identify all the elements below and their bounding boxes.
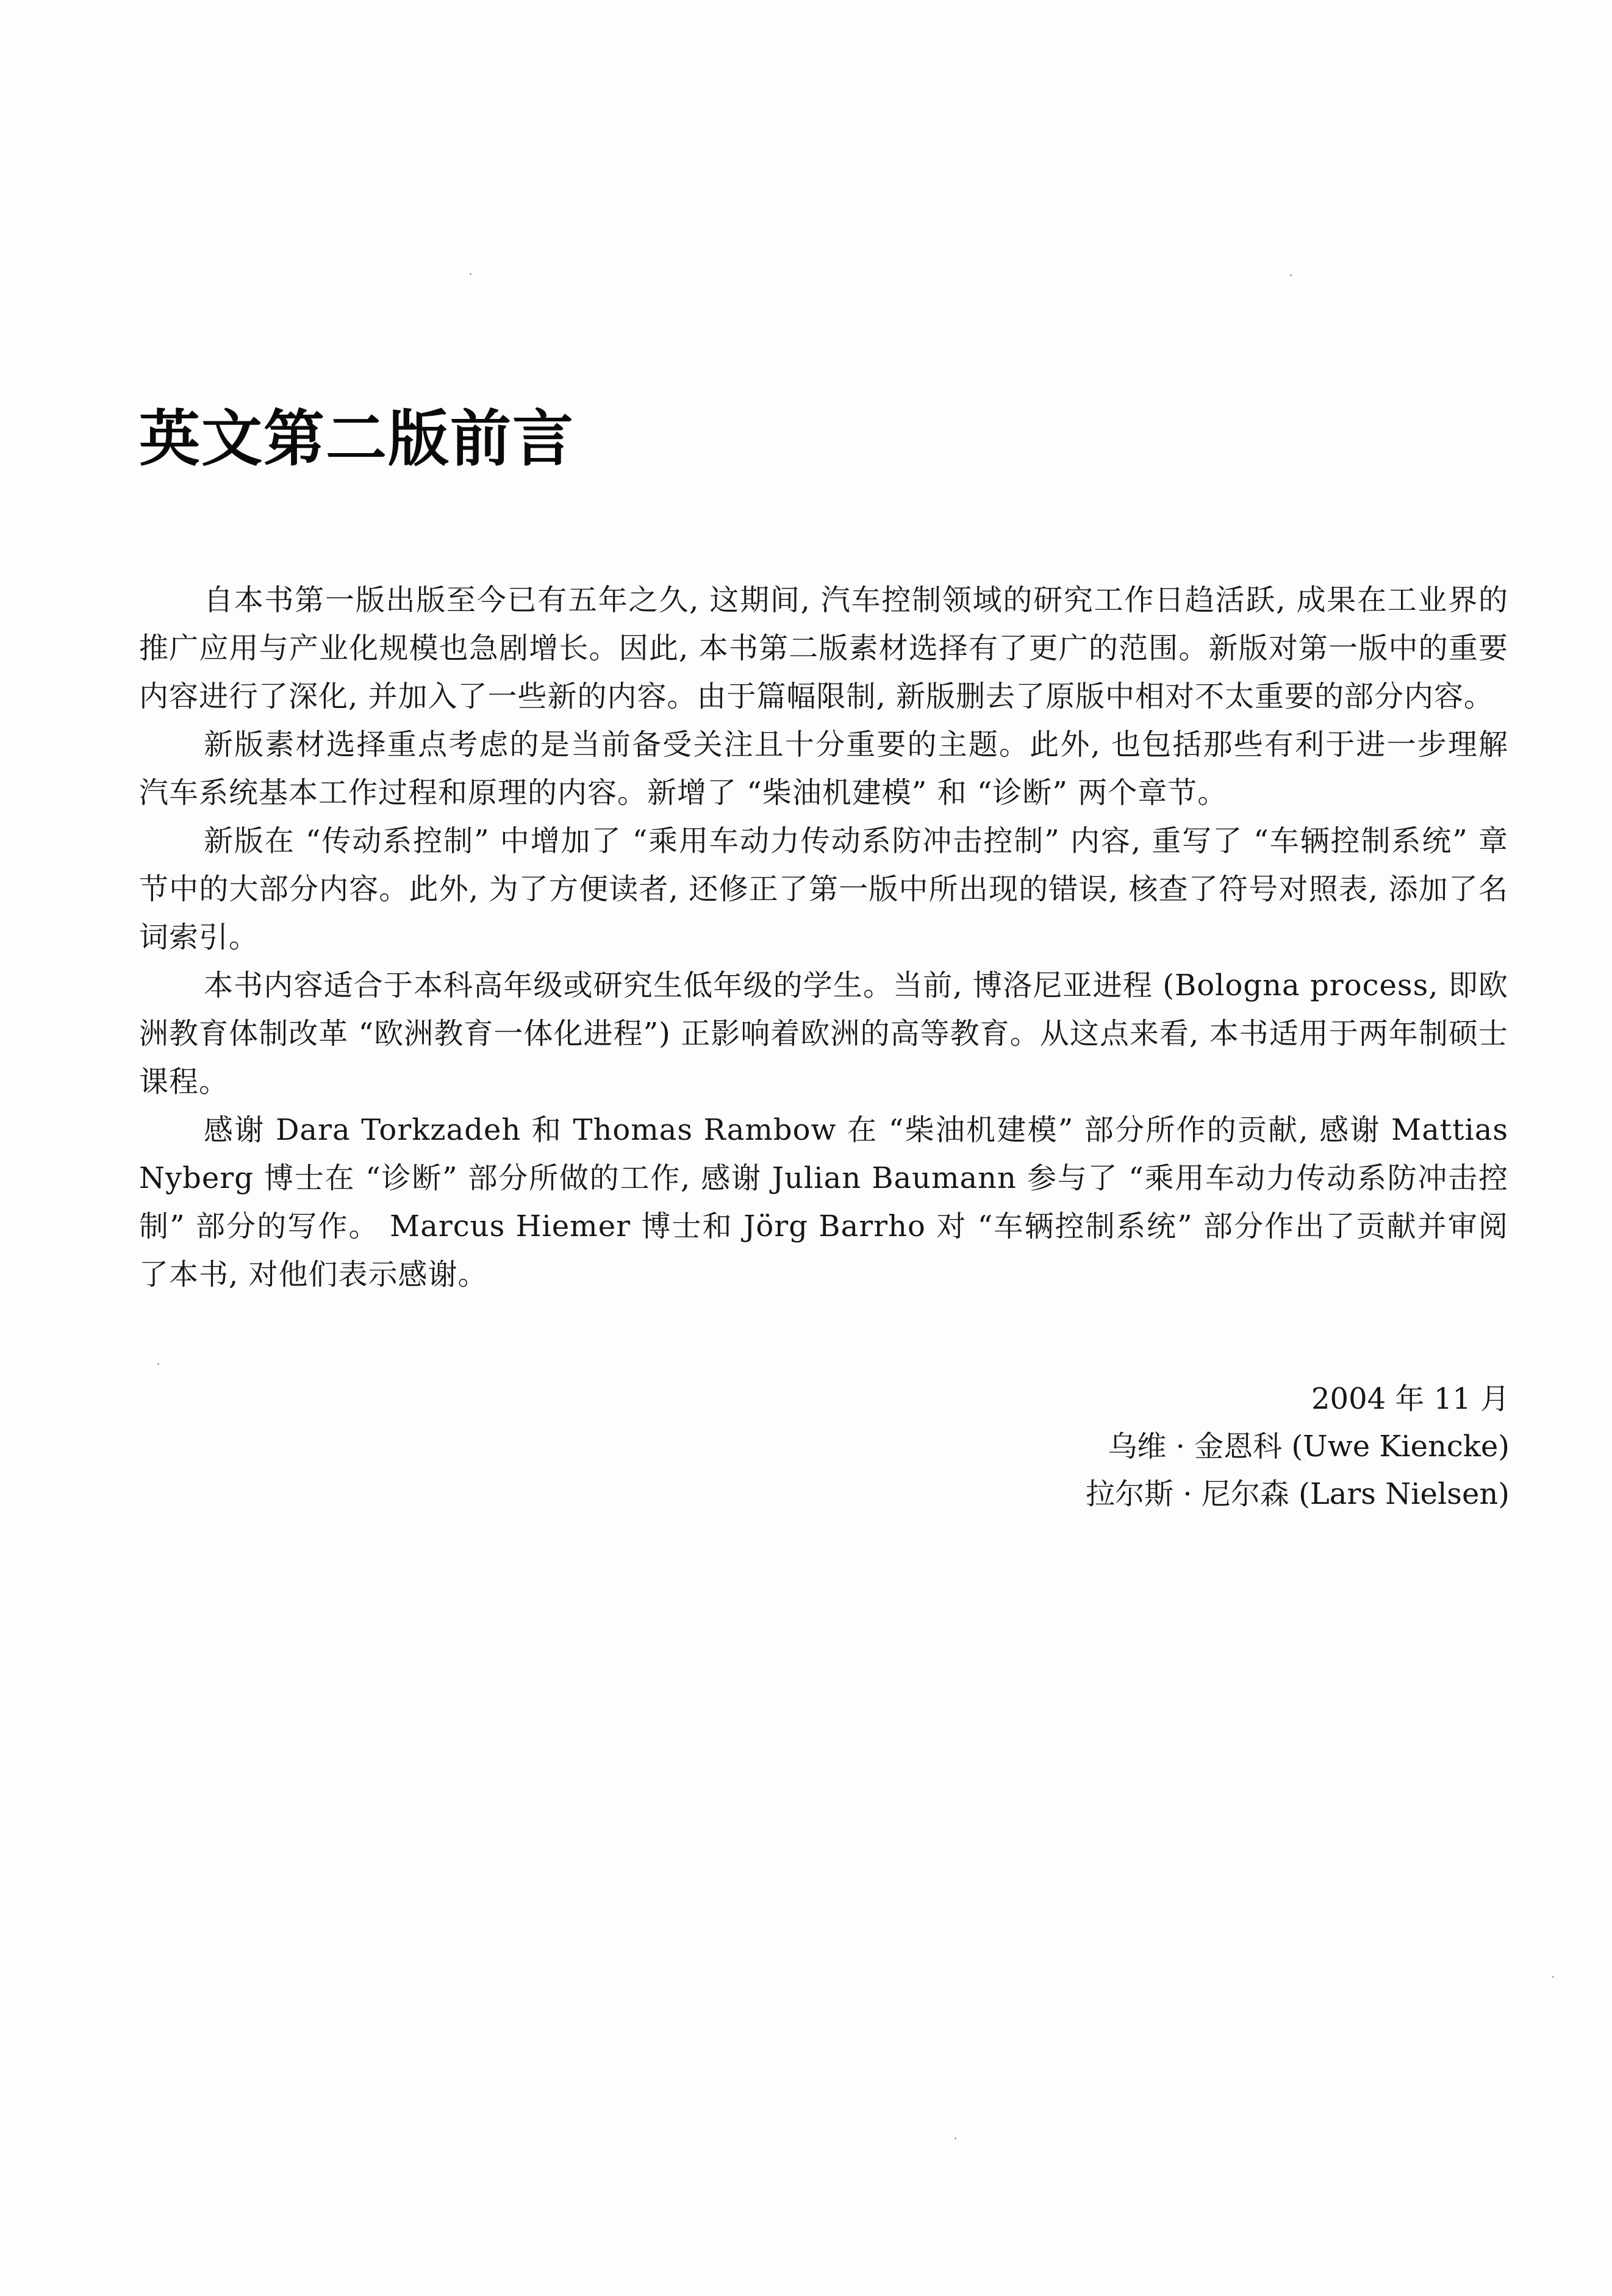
scan-speck xyxy=(955,2137,956,2139)
paragraph-3: 新版在 “传动系控制” 中增加了 “乘用车动力传动系防冲击控制” 内容, 重写了 “车辆控制系统” 章节中的大部分内容。此外, 为了方便读者, 还修正了第一版中所出现的错误, 核查了符号对照表, 添加了名词索引。 xyxy=(139,824,1508,954)
signature-date: 2004 年 11 月 xyxy=(1311,1382,1510,1416)
paragraph-2: 新版素材选择重点考虑的是当前备受关注且十分重要的主题。此外, 也包括那些有利于进一步理解汽车系统基本工作过程和原理的内容。新增了 “柴油机建模” 和 “诊断” 两个章节。 xyxy=(139,728,1508,810)
signature-author-1: 乌维 · 金恩科 (Uwe Kiencke) xyxy=(1108,1429,1510,1464)
paragraph-1: 自本书第一版出版至今已有五年之久, 这期间, 汽车控制领域的研究工作日趋活跃, 成果在工业界的推广应用与产业化规模也急剧增长。因此, 本书第二版素材选择有了更广的范围。新版对第一版中的重要内容进行了深化, 并加入了一些新的内容。由于篇幅限制, 新版删去了原版中相对不太重要的部分内容。 xyxy=(139,583,1508,713)
signature-author-2: 拉尔斯 · 尼尔森 (Lars Nielsen) xyxy=(1086,1477,1510,1511)
scan-speck xyxy=(157,1363,159,1365)
scan-speck xyxy=(1290,274,1292,276)
signature-block xyxy=(1086,1375,1510,1518)
paragraph-5: 感谢 Dara Torkzadeh 和 Thomas Rambow 在 “柴油机建模” 部分所作的贡献, 感谢 Mattias Nyberg 博士在 “诊断” 部分所做的工作, 感谢 Julian Baumann 参与了 “乘用车动力传动系防冲击控制” 部分的写作。 Marcus Hiemer 博士和 Jörg Barrho 对 “车辆控制系统” 部分作出了贡献并审阅了本书, 对他们表示感谢。 xyxy=(139,1113,1508,1292)
scan-speck xyxy=(470,273,471,275)
paragraph-4: 本书内容适合于本科高年级或研究生低年级的学生。当前, 博洛尼亚进程 (Bologna process, 即欧洲教育体制改革 “欧洲教育一体化进程”) 正影响着欧洲的高等教育。从这点来看, 本书适用于两年制硕士课程。 xyxy=(139,968,1508,1099)
scan-speck xyxy=(1552,1976,1554,1978)
preface-body xyxy=(139,576,1508,1299)
page-title: 英文第二版前言 xyxy=(139,403,575,474)
